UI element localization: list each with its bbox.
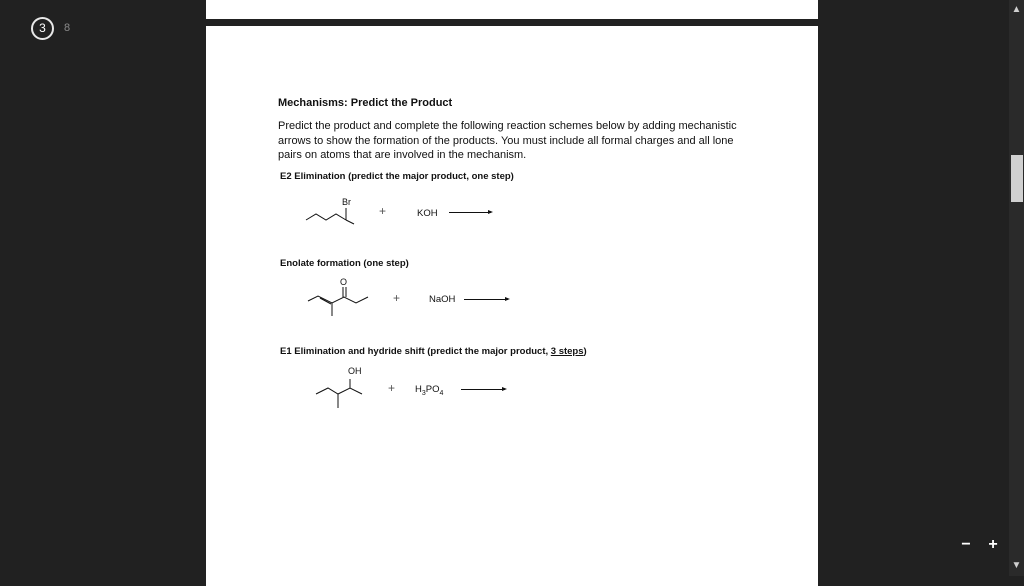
heading-text: E1 Elimination and hydride shift (predict the major product, (280, 346, 551, 357)
section-heading-enolate: Enolate formation (one step) (280, 258, 409, 269)
heading-underlined: 3 steps (550, 346, 584, 357)
zoom-in-button[interactable]: + (988, 536, 998, 553)
molecule-bromoalkane (304, 196, 364, 226)
molecule-enone (306, 284, 381, 324)
reagent-part: PO (425, 384, 440, 395)
page-separator (206, 19, 818, 26)
molecule-alcohol (314, 376, 374, 412)
reagent-koh: KOH (417, 208, 438, 219)
reaction-arrow (464, 299, 508, 300)
reagent-h3po4 (415, 384, 443, 397)
reaction-arrow (461, 389, 505, 390)
plus-sign: + (393, 291, 401, 305)
reagent-subscript: 4 (439, 389, 444, 397)
reagent-subscript: 3 (421, 389, 426, 397)
section-heading-e2: E2 Elimination (predict the major product, one step) (280, 171, 514, 182)
reaction-arrow (449, 212, 491, 213)
scroll-thumb[interactable] (1011, 155, 1023, 202)
page-title: Mechanisms: Predict the Product (278, 97, 453, 109)
reagent-naoh: NaOH (429, 294, 456, 305)
atom-label-br: Br (342, 197, 351, 207)
zoom-out-button[interactable]: − (961, 536, 971, 553)
atom-label-o: O (340, 277, 348, 287)
section-heading-e1 (280, 346, 587, 357)
current-page-indicator[interactable]: 3 (31, 17, 54, 40)
plus-sign: + (379, 204, 387, 218)
atom-label-oh: OH (348, 366, 362, 376)
chevron-down-icon[interactable]: ▼ (1011, 560, 1022, 571)
total-pages: 8 (64, 22, 71, 34)
plus-sign: + (388, 381, 396, 395)
document-page (206, 26, 818, 586)
vertical-scrollbar[interactable] (1009, 0, 1024, 576)
heading-close: ) (583, 346, 587, 357)
previous-page-edge (206, 0, 818, 19)
reagent-part: H (415, 384, 422, 395)
chevron-up-icon[interactable]: ▲ (1011, 4, 1022, 15)
instructions-paragraph: Predict the product and complete the following reaction schemes below by adding mechanistic arrows to show the formation of the products. You must include all formal charges and all lone pairs on atoms that are involved in the mechanism. (278, 120, 737, 161)
